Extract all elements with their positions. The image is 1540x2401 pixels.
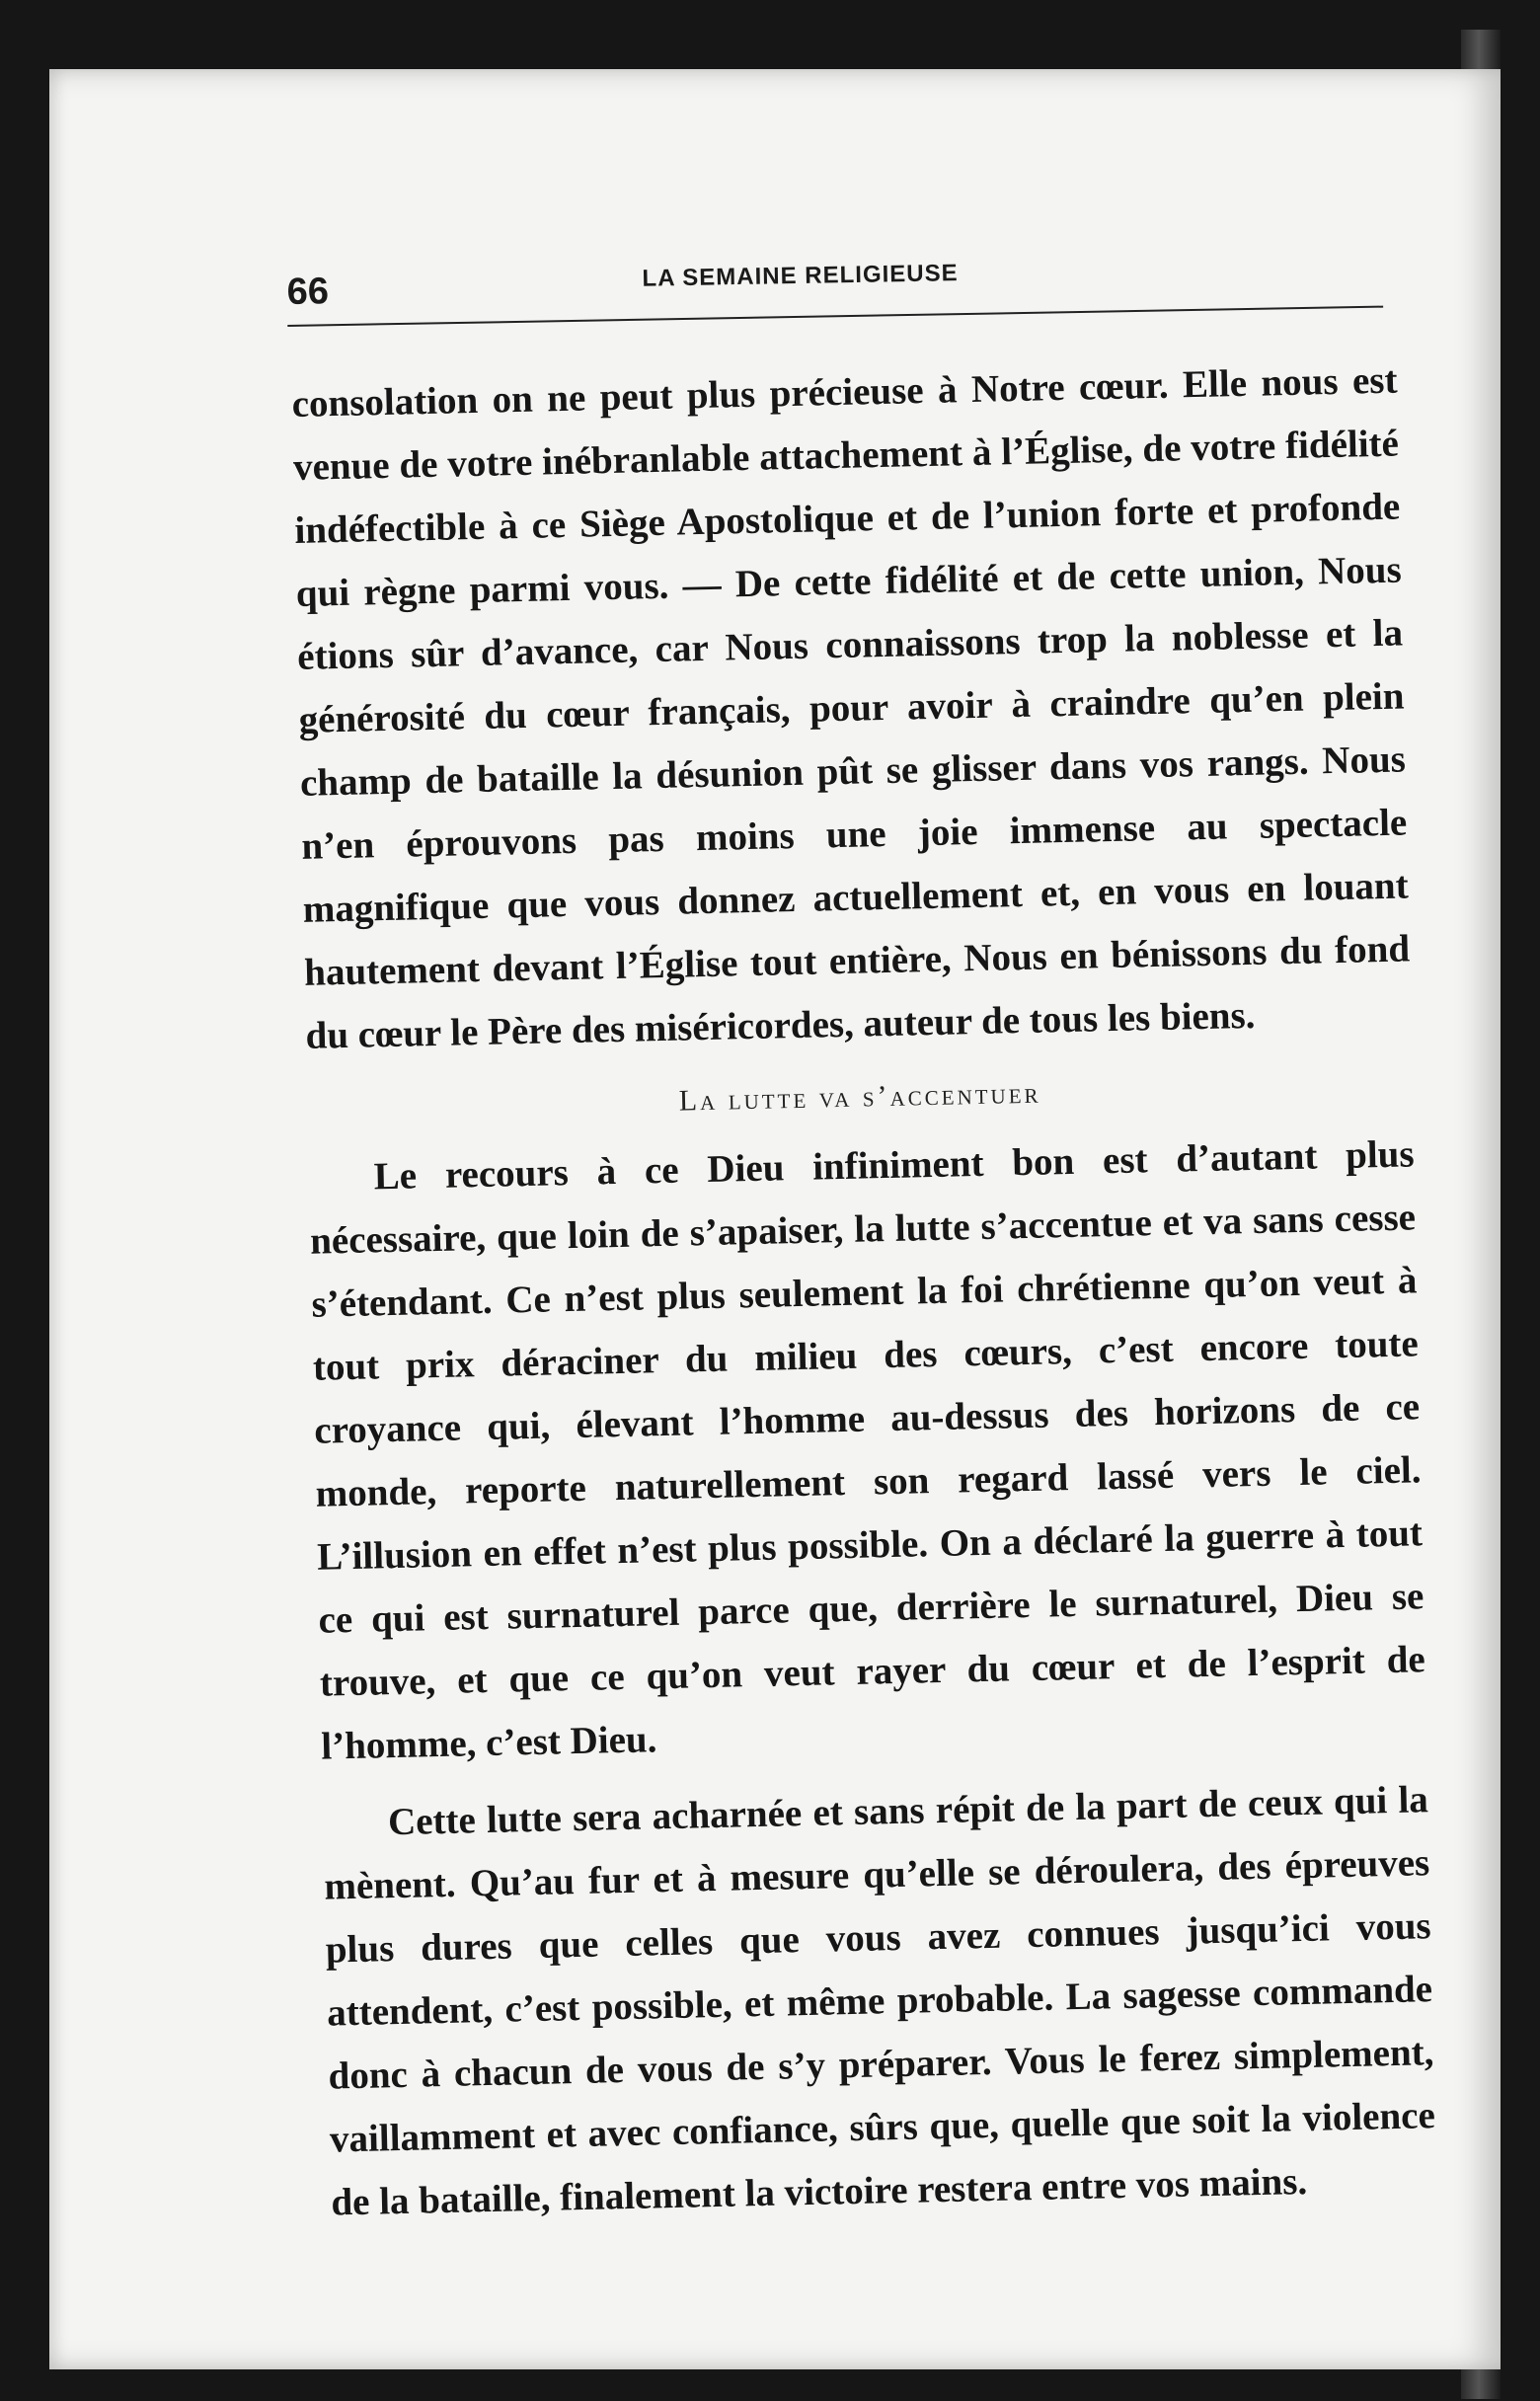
running-title: LA SEMAINE RELIGIEUSE (642, 260, 959, 292)
body-text (291, 349, 1437, 2235)
paragraph-2: Le recours à ce Dieu infiniment bon est d’autant plus nécessaire, que loin de s’apaiser, la lutte s’accentue et va sans cesse s’étendant. Ce n’est plus seulement la foi chrétienne qu’on veut à tout prix déraciner du milieu des cœurs, c’est encore toute croyance qui, élevant l’homme au-dessus des horizons de ce monde, reporte naturellement son regard lassé vers le ciel. L’illusion en effet n’est plus possible. On a déclaré la guerre à tout ce qui est surnaturel parce que, derrière le surnaturel, Dieu se trouve, et que ce qu’on veut rayer du cœur et de l’esprit de l’homme, c’est Dieu. (309, 1132, 1426, 1768)
page-number: 66 (286, 271, 330, 313)
paragraph-1: consolation on ne peut plus précieuse à Notre cœur. Elle nous est venue de votre inébranlable attachement à l’Église, de votre fidélité indéfectible à ce Siège Apostolique et de l’union forte et profonde qui règne parmi vous. — De cette fidélité et de cette union, Nous étions sûr d’avance, car Nous connaissons trop la noblesse et la générosité du cœur français, pour avoir à craindre qu’en plein champ de bataille la désunion pût se glisser dans vos rangs. Nous n’en éprouvons pas moins une joie immense au spectacle magnifique que vous donnez actuellement et, en vous en louant hautement devant l’Église tout entière, Nous en bénissons du fond du cœur le Père des miséricordes, auteur de tous les biens. (291, 358, 1411, 1057)
section-heading: La lutte va s’accentuer (678, 1076, 1041, 1118)
paragraph-3: Cette lutte sera acharnée et sans répit de la part de ceux qui la mènent. Qu’au fur et à mesure qu’elle se déroulera, des épreuves plus dures que celles que vous avez connues jusqu’ici vous attendent, c’est possible, et même probable. La sagesse commande donc à chacun de vous de s’y préparer. Vous le ferez simplement, vaillamment et avec confiance, sûrs que, quelle que soit la violence de la bataille, finalement la victoire restera entre vos mains. (323, 1778, 1436, 2224)
